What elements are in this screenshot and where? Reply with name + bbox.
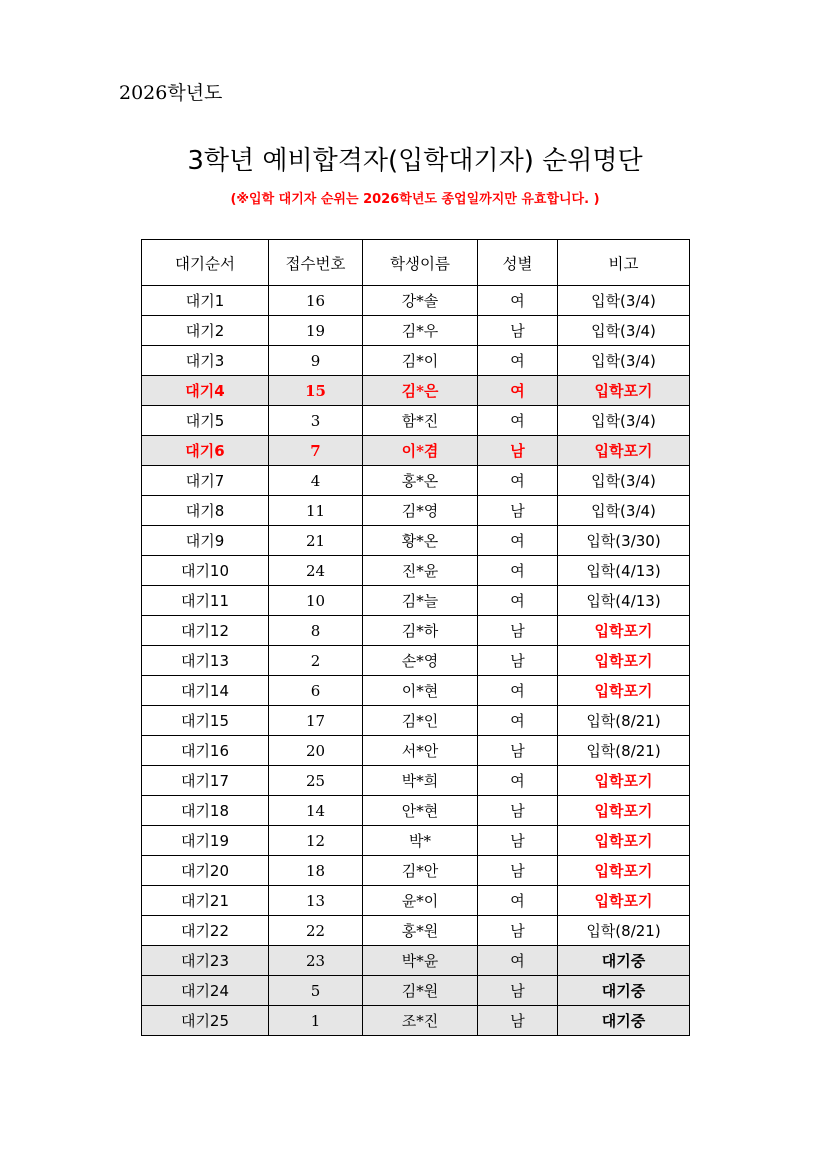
year-label: 2026학년도 [119,82,223,104]
gender-cell: 여 [478,766,558,796]
gender-cell: 남 [478,436,558,466]
gender-cell: 여 [478,556,558,586]
student-name-cell: 손*영 [363,646,478,676]
wait-order-cell: 대기1 [142,286,269,316]
table-row [142,466,690,496]
application-number-cell: 20 [269,736,363,766]
student-name-cell: 황*온 [363,526,478,556]
table-row [142,346,690,376]
table-row [142,376,690,406]
wait-order-cell: 대기4 [142,376,269,406]
student-name-cell: 김*은 [363,376,478,406]
application-number-cell: 6 [269,676,363,706]
student-name-cell: 김*원 [363,976,478,1006]
wait-order-cell: 대기17 [142,766,269,796]
gender-cell: 여 [478,406,558,436]
remark-cell: 입학(3/4) [558,466,690,496]
remark-cell: 입학(3/4) [558,286,690,316]
student-name-cell: 안*현 [363,796,478,826]
application-number-cell: 5 [269,976,363,1006]
wait-order-cell: 대기11 [142,586,269,616]
student-name-cell: 박*윤 [363,946,478,976]
student-name-cell: 윤*이 [363,886,478,916]
wait-order-cell: 대기6 [142,436,269,466]
gender-cell: 여 [478,886,558,916]
remark-cell: 입학포기 [558,796,690,826]
application-number-cell: 10 [269,586,363,616]
application-number-cell: 15 [269,376,363,406]
gender-cell: 여 [478,466,558,496]
table-row [142,736,690,766]
gender-cell: 남 [478,496,558,526]
table-row [142,946,690,976]
student-name-cell: 김*인 [363,706,478,736]
table-row [142,556,690,586]
gender-cell: 남 [478,1006,558,1036]
wait-order-cell: 대기12 [142,616,269,646]
gender-cell: 남 [478,976,558,1006]
application-number-cell: 13 [269,886,363,916]
remark-cell: 입학포기 [558,616,690,646]
table-row [142,586,690,616]
remark-cell: 입학포기 [558,826,690,856]
application-number-cell: 11 [269,496,363,526]
remark-cell: 입학포기 [558,886,690,916]
gender-cell: 여 [478,376,558,406]
application-number-cell: 4 [269,466,363,496]
wait-order-cell: 대기9 [142,526,269,556]
application-number-cell: 21 [269,526,363,556]
wait-order-cell: 대기24 [142,976,269,1006]
gender-cell: 여 [478,676,558,706]
remark-cell: 입학(3/4) [558,496,690,526]
wait-order-cell: 대기23 [142,946,269,976]
waitlist-table [141,239,690,1036]
student-name-cell: 강*솔 [363,286,478,316]
table-row [142,436,690,466]
wait-order-cell: 대기21 [142,886,269,916]
wait-order-cell: 대기16 [142,736,269,766]
gender-cell: 여 [478,586,558,616]
remark-cell: 입학포기 [558,376,690,406]
remark-cell: 대기중 [558,1006,690,1036]
table-row [142,676,690,706]
student-name-cell: 홍*온 [363,466,478,496]
student-name-cell: 박*희 [363,766,478,796]
student-name-cell: 이*겸 [363,436,478,466]
student-name-cell: 김*안 [363,856,478,886]
remark-cell: 입학(4/13) [558,556,690,586]
table-row [142,316,690,346]
remark-cell: 입학(8/21) [558,916,690,946]
remark-cell: 입학포기 [558,646,690,676]
gender-cell: 남 [478,616,558,646]
gender-cell: 남 [478,646,558,676]
student-name-cell: 서*안 [363,736,478,766]
application-number-cell: 23 [269,946,363,976]
student-name-cell: 김*하 [363,616,478,646]
validity-notice: (※입학 대기자 순위는 2026학년도 종업일까지만 유효합니다. ) [230,192,600,207]
table-row [142,616,690,646]
application-number-cell: 1 [269,1006,363,1036]
student-name-cell: 김*우 [363,316,478,346]
application-number-cell: 17 [269,706,363,736]
wait-order-cell: 대기2 [142,316,269,346]
application-number-cell: 3 [269,406,363,436]
remark-cell: 대기중 [558,976,690,1006]
wait-order-cell: 대기15 [142,706,269,736]
wait-order-cell: 대기7 [142,466,269,496]
page-title: 3학년 예비합격자(입학대기자) 순위명단 [187,146,643,176]
gender-cell: 여 [478,346,558,376]
table-header-row [142,240,690,286]
remark-cell: 입학(4/13) [558,586,690,616]
table-row [142,526,690,556]
table-row [142,1006,690,1036]
student-name-cell: 김*영 [363,496,478,526]
wait-order-cell: 대기19 [142,826,269,856]
remark-cell: 대기중 [558,946,690,976]
table-row [142,706,690,736]
table-row [142,976,690,1006]
table-row [142,886,690,916]
student-name-cell: 홍*원 [363,916,478,946]
gender-cell: 여 [478,286,558,316]
wait-order-cell: 대기5 [142,406,269,436]
application-number-cell: 9 [269,346,363,376]
student-name-cell: 박* [363,826,478,856]
table-row [142,406,690,436]
wait-order-cell: 대기10 [142,556,269,586]
column-header-remark: 비고 [558,240,690,286]
remark-cell: 입학(3/4) [558,406,690,436]
wait-order-cell: 대기13 [142,646,269,676]
application-number-cell: 24 [269,556,363,586]
table-body [142,286,690,1036]
gender-cell: 남 [478,916,558,946]
student-name-cell: 진*윤 [363,556,478,586]
table-row [142,826,690,856]
remark-cell: 입학포기 [558,766,690,796]
student-name-cell: 함*진 [363,406,478,436]
application-number-cell: 19 [269,316,363,346]
wait-order-cell: 대기22 [142,916,269,946]
application-number-cell: 18 [269,856,363,886]
wait-order-cell: 대기18 [142,796,269,826]
gender-cell: 남 [478,316,558,346]
remark-cell: 입학(3/4) [558,346,690,376]
application-number-cell: 25 [269,766,363,796]
column-header-student-name: 학생이름 [363,240,478,286]
column-header-application-number: 접수번호 [269,240,363,286]
gender-cell: 남 [478,826,558,856]
gender-cell: 여 [478,526,558,556]
student-name-cell: 이*현 [363,676,478,706]
application-number-cell: 14 [269,796,363,826]
wait-order-cell: 대기20 [142,856,269,886]
application-number-cell: 16 [269,286,363,316]
table-row [142,916,690,946]
wait-order-cell: 대기3 [142,346,269,376]
wait-order-cell: 대기14 [142,676,269,706]
gender-cell: 남 [478,736,558,766]
application-number-cell: 7 [269,436,363,466]
remark-cell: 입학포기 [558,676,690,706]
table-row [142,856,690,886]
wait-order-cell: 대기8 [142,496,269,526]
remark-cell: 입학포기 [558,856,690,886]
table-row [142,646,690,676]
gender-cell: 여 [478,946,558,976]
gender-cell: 남 [478,856,558,886]
application-number-cell: 2 [269,646,363,676]
application-number-cell: 8 [269,616,363,646]
remark-cell: 입학(3/4) [558,316,690,346]
remark-cell: 입학(3/30) [558,526,690,556]
table-row [142,766,690,796]
table-row [142,496,690,526]
gender-cell: 남 [478,796,558,826]
column-header-wait-order: 대기순서 [142,240,269,286]
column-header-gender: 성별 [478,240,558,286]
gender-cell: 여 [478,706,558,736]
application-number-cell: 22 [269,916,363,946]
wait-order-cell: 대기25 [142,1006,269,1036]
remark-cell: 입학(8/21) [558,706,690,736]
remark-cell: 입학(8/21) [558,736,690,766]
student-name-cell: 김*늘 [363,586,478,616]
table-row [142,286,690,316]
table-row [142,796,690,826]
application-number-cell: 12 [269,826,363,856]
student-name-cell: 조*진 [363,1006,478,1036]
student-name-cell: 김*이 [363,346,478,376]
remark-cell: 입학포기 [558,436,690,466]
